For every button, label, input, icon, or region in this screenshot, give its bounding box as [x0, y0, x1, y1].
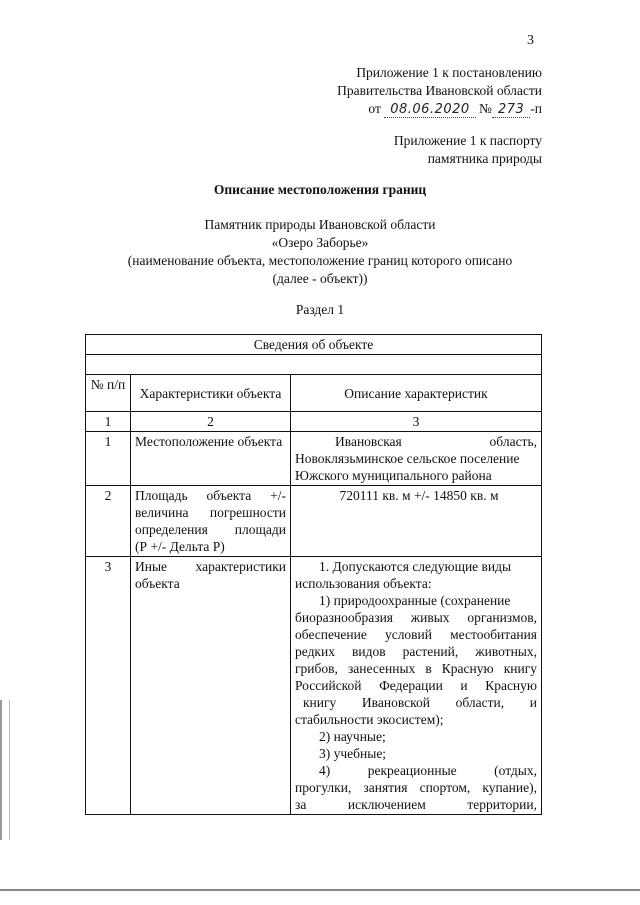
desc-line: 2) научные; [319, 729, 386, 744]
table-caption: Сведения об объекте [86, 335, 542, 355]
subtitle-line-2: «Озеро Заборье» [271, 235, 369, 250]
appendix-line-1: Приложение 1 к постановлению [356, 65, 542, 80]
row-characteristic [131, 557, 291, 815]
col-number-3: 3 [291, 412, 542, 432]
subtitle-line-4: (далее - объект)) [272, 271, 368, 286]
desc-line: Ивановская область, [335, 434, 537, 449]
appendix-line-2: Правительства Ивановской области [337, 83, 542, 98]
handwritten-date: 08.06.2020 [384, 102, 475, 118]
row-description: 720111 кв. м +/- 14850 кв. м [291, 486, 542, 557]
desc-line: Южского муниципального района [295, 468, 492, 483]
desc-line: 3) учебные; [319, 746, 387, 761]
table-row [86, 486, 542, 557]
header-description: Описание характеристик [291, 375, 542, 412]
object-info-table [85, 334, 542, 815]
desc-line: обеспечение условий местообитания [295, 627, 537, 642]
desc-line: Новоклязьминское сельское поселение [295, 451, 520, 466]
table-row [86, 432, 542, 486]
header-characteristics: Характеристики объекта [131, 375, 291, 412]
table-row [86, 557, 542, 815]
scan-bottom-line [0, 889, 640, 891]
row-number: 3 [86, 557, 131, 815]
empty-cell [86, 355, 542, 375]
desc-line: книгу Ивановской области, и [303, 695, 537, 710]
subtitle-line-3: (наименование объекта, местоположение границ которого описано [127, 253, 513, 268]
desc-line: 1) природоохранные (сохранение [319, 593, 511, 608]
desc-line: прогулки, занятия спортом, купание), [295, 780, 537, 795]
table-caption-row [86, 335, 542, 355]
desc-line: редких видов растений, животных, [295, 644, 537, 659]
name-line: величина погрешности [135, 505, 286, 520]
scan-edge-mark [0, 700, 10, 840]
desc-line: грибов, занесенных в Красную книгу [295, 661, 537, 676]
name-line: (Р +/- Дельта Р) [135, 539, 225, 554]
table-column-numbers-row [86, 412, 542, 432]
number-prefix: № [479, 101, 492, 116]
passport-line-2: памятника природы [427, 151, 542, 166]
name-line: объекта [135, 576, 180, 591]
desc-line: 1. Допускаются следующие виды [319, 559, 512, 574]
from-prefix: от [368, 101, 381, 116]
row-number: 2 [86, 486, 131, 557]
desc-line: за исключением территории, [295, 797, 537, 812]
table-header-row [86, 375, 542, 412]
section-heading: Раздел 1 [295, 302, 345, 317]
handwritten-number: 273 [492, 102, 530, 118]
desc-line: Российской Федерации и Красную [295, 678, 537, 693]
header-number: № п/п [86, 375, 131, 412]
name-line: Площадь объекта +/- [135, 488, 286, 503]
table-empty-row [86, 355, 542, 375]
row-description [291, 557, 542, 815]
col-number-2: 2 [131, 412, 291, 432]
row-description [291, 432, 542, 486]
desc-line: использования объекта: [295, 576, 432, 591]
name-line: Иные характеристики [135, 559, 286, 574]
number-suffix: -п [530, 101, 542, 116]
row-characteristic: Местоположение объекта [131, 432, 291, 486]
desc-line: биоразнообразия живых организмов, [295, 610, 537, 625]
col-number-1: 1 [86, 412, 131, 432]
subtitle-line-1: Памятник природы Ивановской области [204, 217, 436, 232]
document-title: Описание местоположения границ [213, 182, 427, 197]
row-number: 1 [86, 432, 131, 486]
name-line: определения площади [135, 522, 286, 537]
desc-line: стабильности экосистем); [295, 712, 444, 727]
page-number: 3 [527, 33, 534, 48]
desc-line: 4) рекреационные (отдых, [319, 763, 537, 778]
decree-date-number [368, 100, 542, 118]
row-characteristic [131, 486, 291, 557]
passport-line-1: Приложение 1 к паспорту [393, 133, 542, 148]
